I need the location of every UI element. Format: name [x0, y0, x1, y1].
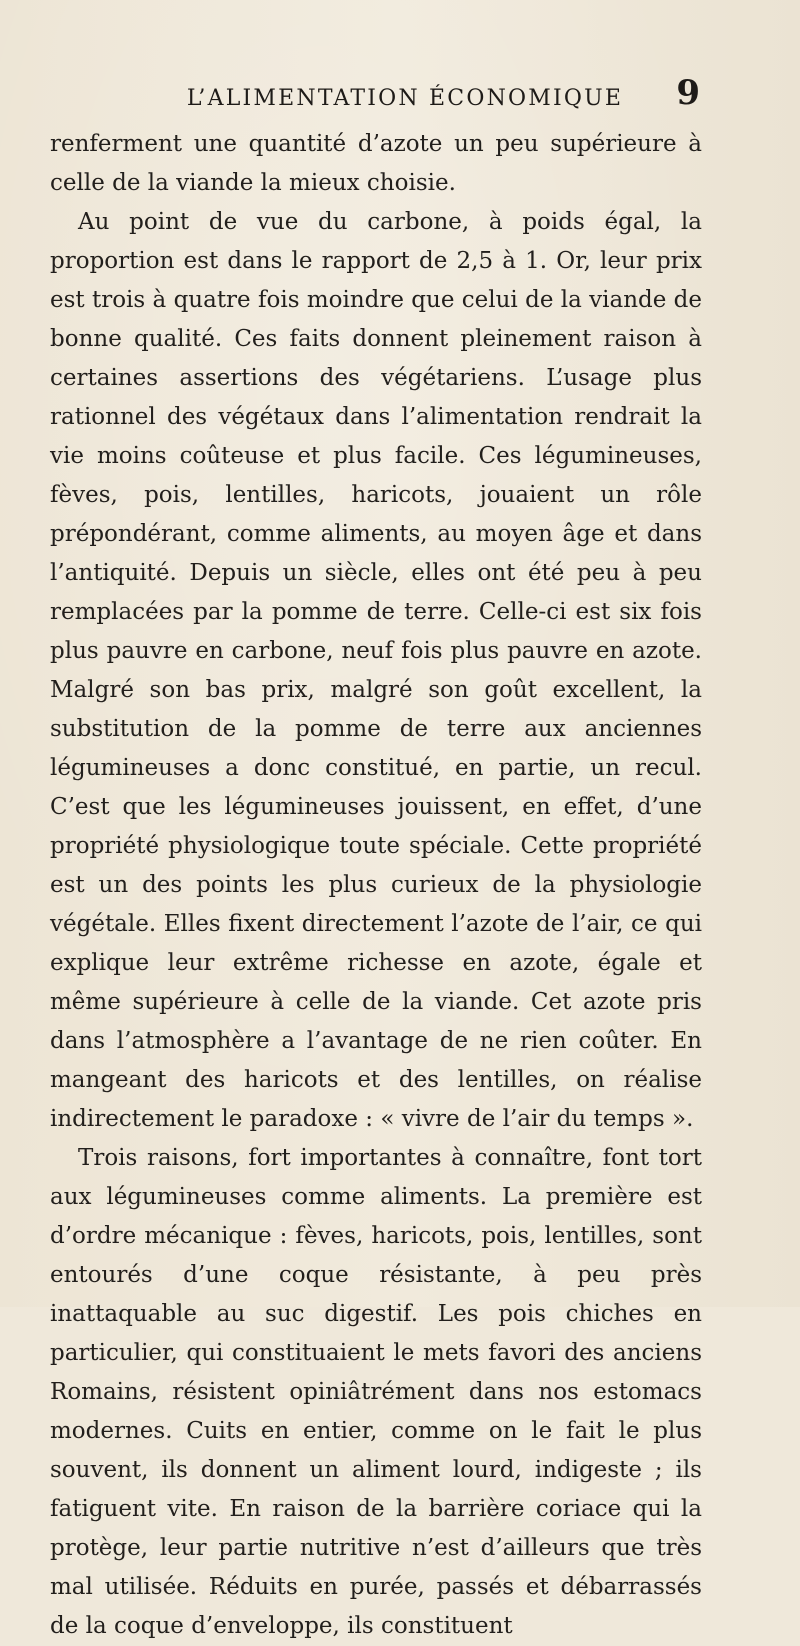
running-head — [0, 72, 800, 132]
paragraph-three-reasons: Trois raisons, fort importantes à connaître, font tort aux légumineuses comme aliments. La première est d’ordre mécanique : fèves, haricots, pois, lentilles, sont entourés d’une coque résistante, à peu près inattaquable au suc digestif. Les pois chiches en particulier, qui constituaient le mets favori des anciens Romains, résistent opiniâtrément dans nos estomacs modernes. Cuits en entier, comme on le fait le plus souvent, ils donnent un aliment lourd, indigeste ; ils fatiguent vite. En raison de la barrière coriace qui la protège, leur partie nutritive n’est d’ailleurs que très mal utilisée. Réduits en purée, passés et débarrassés de la coque d’enveloppe, ils constituent — [50, 1145, 702, 1639]
body-text — [50, 125, 702, 1646]
page-number: 9 — [676, 73, 700, 113]
paragraph-carbon: Au point de vue du carbone, à poids égal, la proportion est dans le rapport de 2,5 à 1. Or, leur prix est trois à quatre fois moindre que celui de la viande de bonne qualité. Ces faits donnent pleinement raison à certaines assertions des végétariens. L’usage plus rationnel des végétaux dans l’alimentation rendrait la vie moins coûteuse et plus facile. Ces légumineuses, fèves, pois, lentilles, haricots, jouaient un rôle prépondérant, comme aliments, au moyen âge et dans l’antiquité. Depuis un siècle, elles ont été peu à peu remplacées par la pomme de terre. Celle-ci est six fois plus pauvre en carbone, neuf fois plus pauvre en azote. Malgré son bas prix, malgré son goût excellent, la substitution de la pomme de terre aux anciennes légumineuses a donc constitué, en partie, un recul. C’est que les légumineuses jouissent, en effet, d’une propriété physiologique toute spéciale. Cette propriété est un des points les plus curieux de la physiologie végétale. Elles fixent directement l’azote de l’air, ce qui explique leur extrême richesse en azote, égale et même supérieure à celle de la viande. Cet azote pris dans l’atmosphère a l’avantage de ne rien coûter. En mangeant des haricots et des lentilles, on réalise indirectement le paradoxe : « vivre de l’air du temps ». — [50, 209, 702, 1132]
paragraph-continued: renferment une quantité d’azote un peu supérieure à celle de la viande la mieux choisie. — [50, 131, 702, 196]
running-title: L’ALIMENTATION ÉCONOMIQUE — [186, 86, 624, 111]
